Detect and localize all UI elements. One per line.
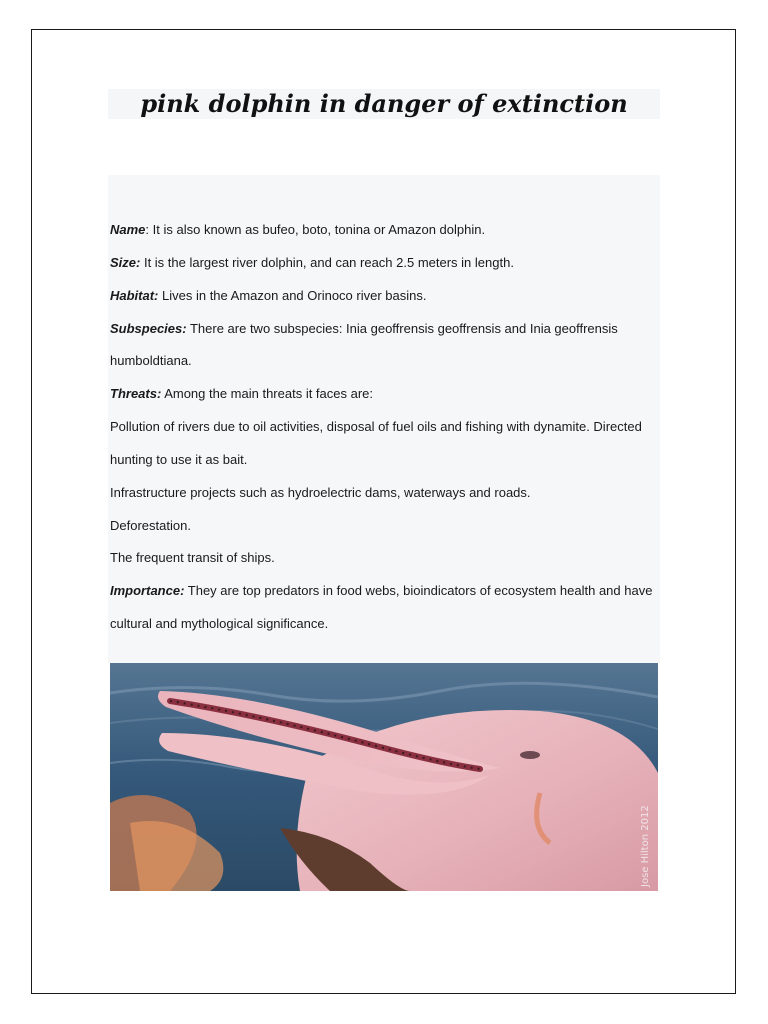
entry-text: It is the largest river dolphin, and can reach 2.5 meters in length. [140, 255, 514, 270]
entry-text: The frequent transit of ships. [110, 550, 275, 565]
entry-subspecies [110, 321, 618, 337]
entry-text: Among the main threats it faces are: [161, 386, 374, 401]
entry-label: Habitat: [110, 288, 159, 303]
entry-label: Subspecies: [110, 321, 187, 336]
photo-watermark: Jose Hilton 2012 [640, 805, 651, 887]
entry-threat-infrastructure [110, 485, 531, 501]
entry-threat-deforestation [110, 518, 191, 534]
entry-threats [110, 386, 373, 402]
entry-text: : It is also known as bufeo, boto, tonina or Amazon dolphin. [145, 222, 486, 237]
entry-text: They are top predators in food webs, bioindicators of ecosystem health and have [184, 583, 653, 598]
entry-importance-cont [110, 616, 328, 632]
entry-label: Threats: [110, 386, 162, 401]
entry-subspecies-cont [110, 353, 192, 369]
entry-text: Infrastructure projects such as hydroelectric dams, waterways and roads. [110, 485, 531, 500]
entry-importance [110, 583, 652, 599]
entry-label: Size: [110, 255, 141, 270]
entry-threat-pollution-cont [110, 452, 247, 468]
entry-text: hunting to use it as bait. [110, 452, 248, 467]
entry-text: humboldtiana. [110, 353, 192, 368]
entry-label: Name [110, 222, 146, 237]
entry-threat-ships [110, 550, 275, 566]
entry-threat-pollution [110, 419, 642, 435]
entry-text: cultural and mythological significance. [110, 616, 329, 631]
dolphin-photo [110, 663, 658, 891]
entry-text: Deforestation. [110, 518, 191, 533]
entry-size [110, 255, 514, 271]
entry-name [110, 222, 485, 238]
entry-text: Pollution of rivers due to oil activities, disposal of fuel oils and fishing with dynamite. Directed [110, 419, 642, 434]
entry-habitat [110, 288, 426, 304]
entry-text: Lives in the Amazon and Orinoco river basins. [158, 288, 427, 303]
entry-text: There are two subspecies: Inia geoffrensis geoffrensis and Inia geoffrensis [186, 321, 618, 336]
page-title: pink dolphin in danger of extinction [140, 89, 628, 118]
entry-label: Importance: [110, 583, 185, 598]
